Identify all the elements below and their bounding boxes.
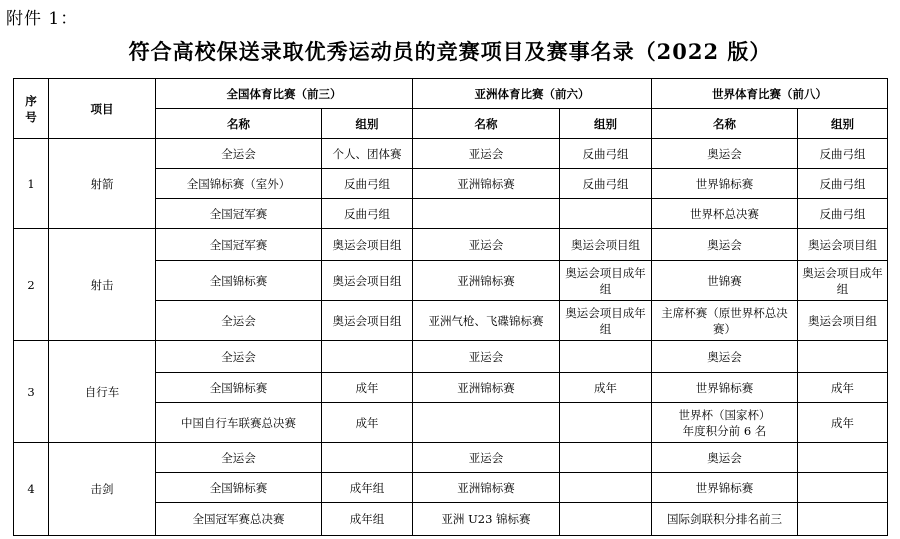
asian-event: 亚运会 [413,443,560,473]
asian-group [560,443,652,473]
world-event: 世锦赛 [652,261,798,301]
asian-event: 亚运会 [413,229,560,261]
world-group: 奥运会项目成年组 [798,261,888,301]
national-event: 全国锦标赛 [156,373,322,403]
national-group: 个人、团体赛 [322,139,413,169]
national-group: 奥运会项目组 [322,261,413,301]
asian-event [413,403,560,443]
asian-group [560,403,652,443]
asian-event: 亚运会 [413,341,560,373]
sport-name: 射击 [49,229,156,341]
world-event: 奥运会 [652,443,798,473]
sport-number: 3 [14,341,49,443]
national-group: 成年 [322,403,413,443]
world-group: 奥运会项目组 [798,301,888,341]
document-title: 符合高校保送录取优秀运动员的竞赛项目及赛事名录（2022 版） [128,39,772,64]
asian-event: 亚洲锦标赛 [413,373,560,403]
national-group [322,443,413,473]
asian-group [560,503,652,536]
asian-group: 奥运会项目组 [560,229,652,261]
national-event: 全运会 [156,139,322,169]
world-group: 反曲弓组 [798,139,888,169]
world-event: 主席杯赛（原世界杯总决赛） [652,301,798,341]
national-group: 成年组 [322,473,413,503]
asian-group: 反曲弓组 [560,139,652,169]
asian-event: 亚洲 U23 锦标赛 [413,503,560,536]
project-header: 项目 [49,79,156,139]
world-group [798,503,888,536]
national-event: 全国冠军赛 [156,199,322,229]
table-body [14,139,888,536]
world-group: 成年 [798,403,888,443]
world-group: 反曲弓组 [798,199,888,229]
national-event: 全运会 [156,443,322,473]
national-event: 全运会 [156,301,322,341]
world-event: 国际剑联积分排名前三 [652,503,798,536]
national-group-header: 组别 [322,109,413,139]
national-name-header: 名称 [156,109,322,139]
world-event: 世界杯（国家杯） 年度积分前 6 名 [652,403,798,443]
asian-group: 奥运会项目成年组 [560,301,652,341]
world-group: 成年 [798,373,888,403]
world-event: 世界杯总决赛 [652,199,798,229]
world-event: 世界锦标赛 [652,169,798,199]
sport-number: 1 [14,139,49,229]
asian-group [560,199,652,229]
world-event: 奥运会 [652,229,798,261]
national-group: 奥运会项目组 [322,301,413,341]
table-row [14,341,888,373]
national-group: 反曲弓组 [322,199,413,229]
sport-number: 4 [14,443,49,536]
national-header: 全国体育比赛（前三） [156,79,413,109]
national-group: 反曲弓组 [322,169,413,199]
world-event: 世界锦标赛 [652,473,798,503]
world-event: 奥运会 [652,341,798,373]
national-event: 中国自行车联赛总决赛 [156,403,322,443]
world-group: 奥运会项目组 [798,229,888,261]
sport-number: 2 [14,229,49,341]
asian-event: 亚洲锦标赛 [413,261,560,301]
national-group [322,341,413,373]
national-group: 成年 [322,373,413,403]
asian-group: 奥运会项目成年组 [560,261,652,301]
world-name-header: 名称 [652,109,798,139]
world-group [798,443,888,473]
sport-name: 自行车 [49,341,156,443]
asian-name-header: 名称 [413,109,560,139]
annex-label: 附件 1： [6,9,79,29]
world-event: 奥运会 [652,139,798,169]
sport-name: 击剑 [49,443,156,536]
events-table [13,78,888,536]
asian-event: 亚运会 [413,139,560,169]
national-event: 全国锦标赛（室外） [156,169,322,199]
world-group: 反曲弓组 [798,169,888,199]
asian-group [560,341,652,373]
world-group [798,341,888,373]
asian-header: 亚洲体育比赛（前六） [413,79,652,109]
national-event: 全国锦标赛 [156,473,322,503]
world-group [798,473,888,503]
asian-event: 亚洲气枪、飞碟锦标赛 [413,301,560,341]
asian-group [560,473,652,503]
national-event: 全国冠军赛总决赛 [156,503,322,536]
seq-header: 序 号 [14,79,49,139]
asian-event: 亚洲锦标赛 [413,169,560,199]
asian-group: 反曲弓组 [560,169,652,199]
asian-group: 成年 [560,373,652,403]
world-header: 世界体育比赛（前八） [652,79,888,109]
national-event: 全运会 [156,341,322,373]
national-group: 奥运会项目组 [322,229,413,261]
national-group: 成年组 [322,503,413,536]
world-event: 世界锦标赛 [652,373,798,403]
table-row [14,139,888,169]
national-event: 全国冠军赛 [156,229,322,261]
table-row [14,443,888,473]
table-row [14,229,888,261]
world-group-header: 组别 [798,109,888,139]
sport-name: 射箭 [49,139,156,229]
asian-event [413,199,560,229]
header-row [14,79,888,109]
asian-group-header: 组别 [560,109,652,139]
national-event: 全国锦标赛 [156,261,322,301]
asian-event: 亚洲锦标赛 [413,473,560,503]
